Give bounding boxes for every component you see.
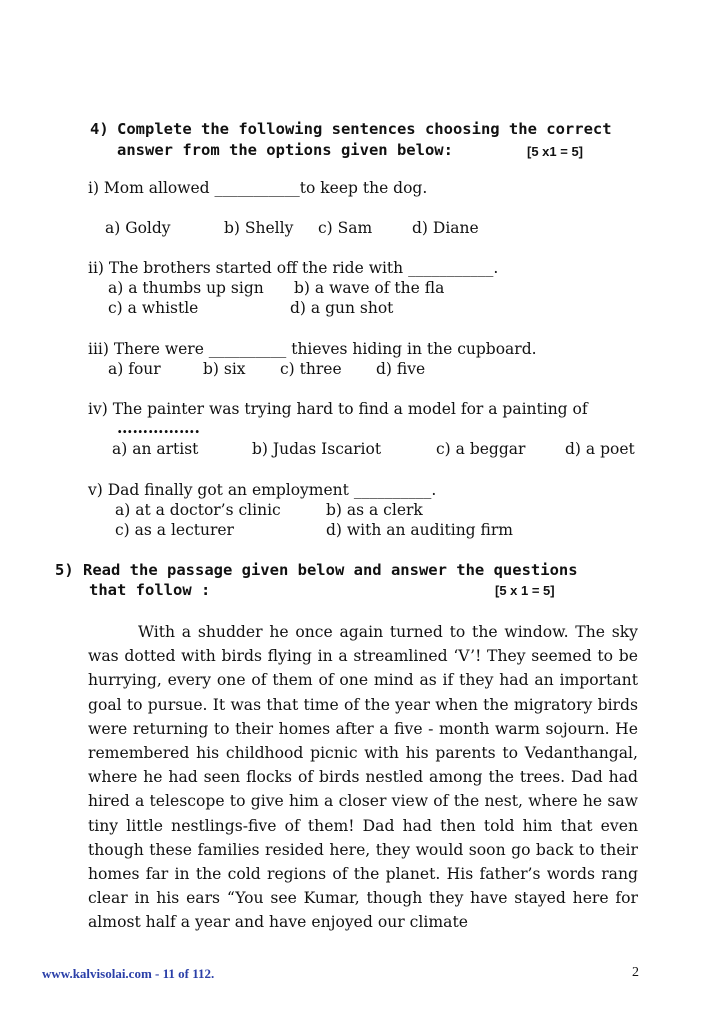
q4-item-1-option-b: b) Shelly	[224, 219, 294, 237]
footer-source-link[interactable]: www.kalvisolai.com - 11 of 112.	[42, 966, 215, 981]
q4-item-4-blank: …………….	[117, 418, 200, 437]
q4-item-1-stem: i) Mom allowed ___________to keep the dog.	[88, 179, 428, 197]
q4-item-4-option-d: d) a poet	[565, 440, 635, 458]
q4-item-5-stem: v) Dad finally got an employment __________.	[88, 481, 437, 499]
q4-item-4-option-b: b) Judas Iscariot	[252, 440, 382, 458]
q4-item-4-stem: iv) The painter was trying hard to find a model for a painting of	[88, 400, 588, 418]
q4-item-5-option-b: b) as a clerk	[326, 501, 423, 519]
q5-marks: [5 x 1 = 5]	[495, 583, 555, 598]
q4-item-2-option-c: c) a whistle	[108, 299, 199, 317]
q4-item-1-option-d: d) Diane	[412, 219, 479, 237]
q5-passage	[88, 620, 638, 935]
q4-heading-line1: Complete the following sentences choosing the correct	[117, 120, 612, 138]
q4-item-1-option-a: a) Goldy	[105, 219, 171, 237]
q4-item-3-option-d: d) five	[376, 360, 426, 378]
q4-item-5-option-d: d) with an auditing firm	[326, 521, 513, 539]
q4-item-3-option-b: b) six	[203, 360, 246, 378]
q4-item-5-option-c: c) as a lecturer	[115, 521, 234, 539]
q4-number: 4)	[90, 120, 109, 138]
q4-item-2-option-d: d) a gun shot	[290, 299, 394, 317]
q4-item-2-stem: ii) The brothers started off the ride with ___________.	[88, 259, 499, 277]
q4-item-3-stem: iii) There were __________ thieves hiding in the cupboard.	[88, 340, 537, 358]
q5-heading-line1: Read the passage given below and answer the questions	[83, 561, 578, 579]
q4-item-3-option-c: c) three	[280, 360, 342, 378]
q4-item-1-option-c: c) Sam	[318, 219, 373, 237]
q5-number: 5)	[55, 561, 74, 579]
q5-heading-line2: that follow :	[89, 581, 211, 599]
q4-item-4-option-c: c) a beggar	[436, 440, 526, 458]
q4-marks: [5 x1 = 5]	[527, 144, 584, 159]
q4-item-2-option-b: b) a wave of the fla	[294, 279, 445, 297]
q4-item-2-option-a: a) a thumbs up sign	[108, 279, 264, 297]
q4-heading-line2: answer from the options given below:	[117, 141, 453, 159]
q5-passage-text: With a shudder he once again turned to the window. The sky was dotted with birds flying in a streamlined ‘V’! They seemed to be hurrying, every one of them of one mind as if they had an important goal to pursue. It was that time of the year when the migratory birds were returning to their homes after a five - month warm sojourn. He remembered his childhood picnic with his parents to Vedanthangal, where he had seen flocks of birds nestled among the trees. Dad had hired a telescope to give him a closer view of the nest, where he saw tiny little nestlings-five of them! Dad had then told him that even though these families resided here, they would soon go back to their homes far in the cold regions of the planet. His father’s words rang clear in his ears “You see Kumar, though they have stayed here for almost half a year and have enjoyed our climate	[88, 623, 638, 932]
q4-item-3-option-a: a) four	[108, 360, 161, 378]
footer-page-number: 2	[632, 965, 639, 980]
q4-item-5-option-a: a) at a doctor’s clinic	[115, 501, 281, 519]
q4-item-4-option-a: a) an artist	[112, 440, 199, 458]
